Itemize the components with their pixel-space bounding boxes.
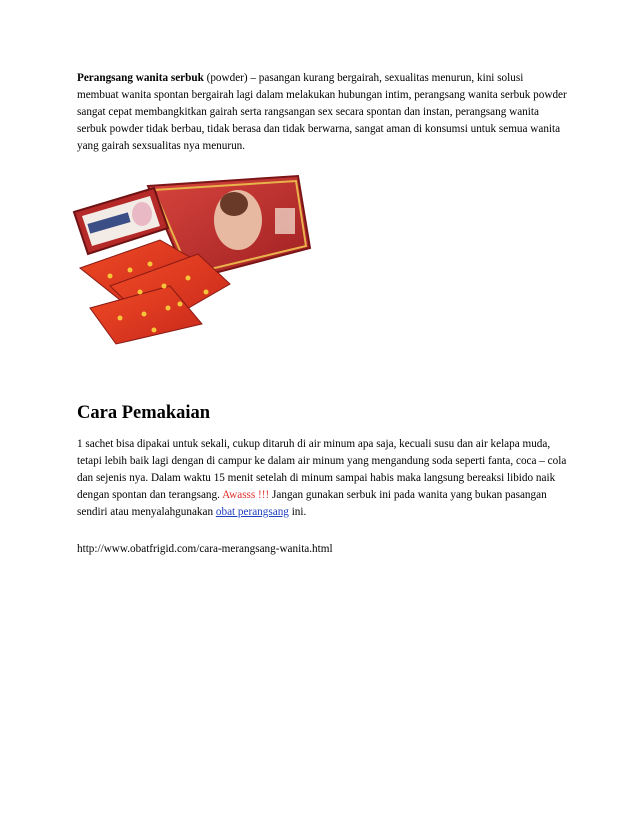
usage-text: 1 sachet bisa dipakai untuk sekali, cukup ditaruh di air minum apa saja, kecuali susu dan air kelapa muda, tetapi lebih baik lagi dengan di campur ke dalam air minum yang mengandung soda seperti fanta, coca – cola dan sejenis nya. Dalam waktu 15 menit setelah di minum sampai habis maka langsung bereaksi libido naik dengan spontan dan terangsang. [77, 438, 567, 501]
obat-perangsang-link[interactable]: obat perangsang [215, 506, 289, 518]
usage-text-continued: Jangan gunakan serbuk ini pada wanita yang bukan pasangan sendiri atau menyalahgunakan [77, 489, 547, 518]
section-heading: Cara Pemakaian [77, 403, 211, 423]
intro-text: (powder) – pasangan kurang bergairah, sexualitas menurun, kini solusi membuat wanita spontan bergairah lagi dalam melakukan hubungan intim, perangsang wanita serbuk powder sangat cepat membangkitkan gairah serta rangsangan sex secara spontan dan instan, perangsang wanita serbuk powder tidak berbau, tidak berasa dan tidak berwarna, sangat aman di konsumsi untuk semua wanita yang gairah sexsualitas nya menurun. [77, 72, 567, 152]
intro-bold-term: Perangsang wanita serbuk [77, 72, 204, 84]
warning-text: Awasss !!! [222, 489, 270, 501]
usage-text-end: ini. [288, 506, 307, 518]
source-url: http://www.obatfrigid.com/cara-merangsang-wanita.html [77, 543, 333, 555]
intro-paragraph [77, 70, 567, 155]
product-photo [70, 168, 316, 352]
usage-paragraph [77, 436, 567, 521]
